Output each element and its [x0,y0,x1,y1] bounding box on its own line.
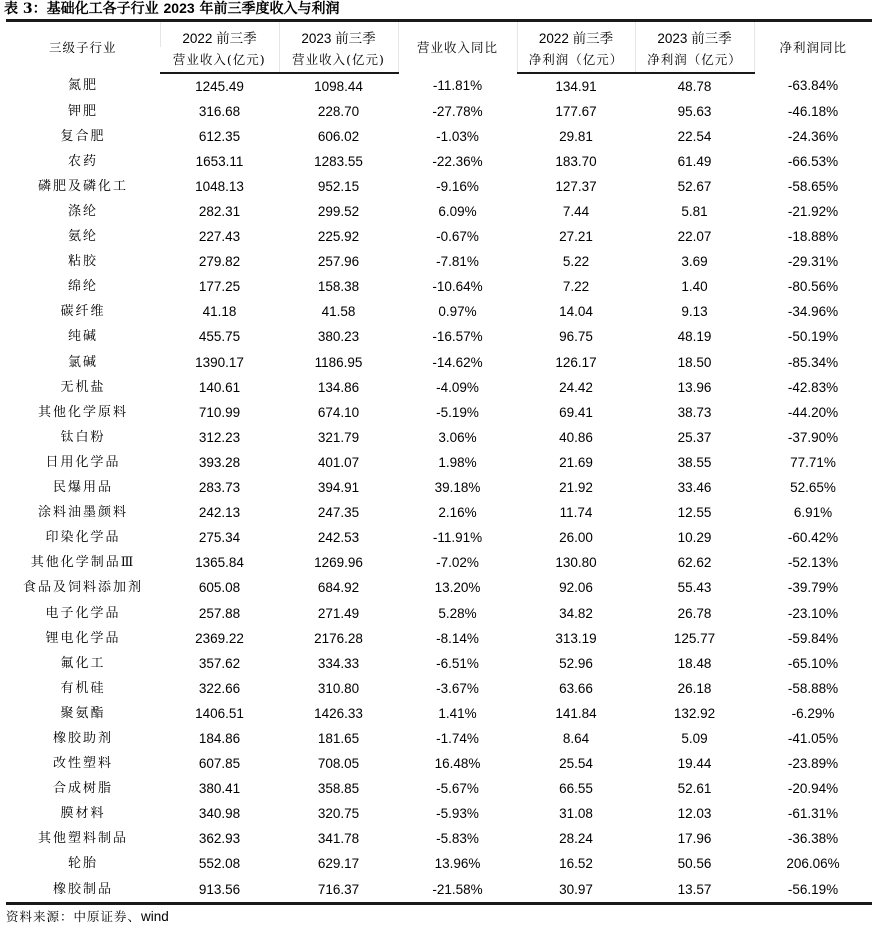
cell-net-profit-2022: 141.84 [555,705,597,721]
cell-net-profit-2022: 16.52 [559,856,593,872]
cell-net-profit-2022: 5.22 [562,254,590,270]
cell-net-profit-2022: 130.80 [555,555,597,571]
cell-revenue-2022: 552.08 [198,856,241,872]
cell-net-profit-yoy: -42.83% [787,379,839,395]
table-caption [4,0,340,20]
header-rev-2022-year [160,21,279,48]
cell-revenue-yoy: 13.20% [434,580,481,596]
cell-revenue-2022: 612.35 [198,128,241,144]
cell-net-profit-2023: 55.43 [677,580,712,596]
cell-industry: 氟化工 [60,655,106,671]
cell-revenue-2022: 455.75 [198,329,241,345]
cell-net-profit-yoy: -23.89% [787,756,839,772]
table-row [6,400,872,425]
cell-revenue-2023: 299.52 [317,204,360,220]
cell-net-profit-yoy: -52.13% [787,555,839,571]
cell-industry: 电子化学品 [45,605,121,621]
cell-industry: 食品及饲料添加剂 [22,580,143,596]
cell-net-profit-yoy: -63.84% [787,78,839,94]
cell-net-profit-2023: 62.62 [677,555,712,571]
cell-net-profit-2023: 25.37 [677,429,712,445]
cell-net-profit-2023: 61.49 [677,153,712,169]
cell-revenue-2022: 393.28 [198,454,241,470]
table-row [6,752,872,777]
cell-industry: 纯碱 [67,329,98,345]
cell-industry: 膜材料 [60,806,106,822]
table-header [6,21,872,74]
cell-revenue-2023: 181.65 [317,730,360,746]
cell-revenue-2023: 271.49 [317,605,360,621]
cell-net-profit-2022: 40.86 [559,429,593,445]
cell-net-profit-2022: 21.69 [559,454,593,470]
cell-net-profit-yoy: -80.56% [787,279,839,295]
cell-industry: 有机硅 [60,680,106,696]
cell-net-profit-yoy: -50.19% [787,329,839,345]
cell-revenue-yoy: -21.58% [398,877,517,904]
cell-industry: 其他塑料制品 [37,831,128,847]
cell-revenue-2022: 362.93 [198,831,241,847]
cell-revenue-2023: 334.33 [317,655,360,671]
table-row [6,701,872,726]
cell-net-profit-yoy: 206.06% [786,856,840,872]
header-np-yoy: 净利润同比 [754,21,872,74]
table-row [6,676,872,701]
cell-net-profit-2023: 95.63 [677,103,712,119]
cell-revenue-yoy: 16.48% [434,756,481,772]
cell-revenue-2023: 952.15 [317,178,360,194]
cell-net-profit-2023: 18.48 [677,655,712,671]
cell-revenue-2022: 41.18 [202,304,237,320]
cell-net-profit-yoy: -24.36% [787,128,839,144]
cell-revenue-yoy: 2.16% [438,505,477,521]
cell-net-profit-2023: 5.09 [681,730,708,746]
cell-net-profit-yoy: -6.29% [791,705,835,721]
cell-revenue-yoy: -27.78% [432,103,483,119]
table-row [6,601,872,626]
cell-revenue-yoy: 1.98% [438,454,477,470]
cell-revenue-2023: 716.37 [279,877,398,904]
cell-net-profit-yoy: -20.94% [787,781,839,797]
cell-revenue-yoy: -16.57% [432,329,483,345]
cell-net-profit-2022: 7.22 [562,279,590,295]
table-row [6,99,872,124]
cell-revenue-yoy: -11.91% [432,530,483,546]
header-np-2022-unit: 净利润（亿元） [517,47,635,73]
cell-net-profit-2022: 34.82 [559,605,593,621]
cell-revenue-2022: 140.61 [198,379,241,395]
cell-net-profit-yoy: -61.31% [787,806,839,822]
cell-revenue-2022: 1245.49 [195,78,244,94]
cell-net-profit-yoy: -58.65% [787,178,839,194]
cell-net-profit-yoy: 52.65% [790,480,836,496]
cell-net-profit-2022: 66.55 [559,781,593,797]
cell-revenue-yoy: 6.09% [438,204,477,220]
cell-industry: 氨纶 [67,229,98,245]
cell-net-profit-yoy: -18.88% [787,229,839,245]
cell-revenue-2023: 228.70 [317,103,360,119]
cell-revenue-2022: 242.13 [198,505,241,521]
cell-revenue-2022: 257.88 [198,605,241,621]
cell-revenue-yoy: -1.03% [436,128,479,144]
cell-industry: 合成树脂 [52,781,113,797]
cell-net-profit-2023: 38.73 [677,404,712,420]
caption-suffix: 年前三季度收入与利润 [194,1,340,17]
cell-revenue-2022: 283.73 [198,480,241,496]
table-row [6,827,872,852]
table-row [6,199,872,224]
cell-net-profit-2023: 50.56 [677,856,712,872]
cell-net-profit-2022: 30.97 [517,877,635,904]
cell-revenue-2023: 394.91 [317,480,360,496]
cell-net-profit-2022: 127.37 [555,178,597,194]
cell-net-profit-yoy: -37.90% [787,429,839,445]
cell-revenue-2023: 684.92 [317,580,360,596]
cell-revenue-2023: 629.17 [317,856,360,872]
cell-net-profit-2023: 38.55 [677,454,712,470]
cell-net-profit-2023: 19.44 [677,756,712,772]
cell-net-profit-2023: 132.92 [673,705,716,721]
cell-net-profit-2022: 8.64 [562,730,590,746]
cell-net-profit-2023: 10.29 [677,530,712,546]
cell-revenue-yoy: -10.64% [432,279,483,295]
cell-net-profit-yoy: -66.53% [787,153,839,169]
cell-revenue-2023: 674.10 [317,404,360,420]
cell-revenue-yoy: -1.74% [436,730,479,746]
cell-net-profit-2023: 13.96 [677,379,712,395]
cell-revenue-2022: 607.85 [198,756,241,772]
cell-revenue-2023: 358.85 [317,781,360,797]
source-name: wind [141,909,169,924]
cell-net-profit-yoy: 6.91% [793,505,833,521]
cell-net-profit-2022: 14.04 [559,304,593,320]
cell-industry: 日用化学品 [45,454,121,470]
cell-revenue-2022: 227.43 [198,229,241,245]
cell-revenue-2022: 913.56 [160,877,279,904]
cell-net-profit-yoy: -46.18% [787,103,839,119]
cell-net-profit-2022: 31.08 [559,806,593,822]
cell-net-profit-2023: 1.40 [681,279,708,295]
cell-net-profit-2022: 25.54 [559,756,593,772]
cell-revenue-2023: 1426.33 [314,705,363,721]
cell-revenue-yoy: -7.02% [436,555,479,571]
cell-revenue-yoy: 3.06% [438,429,477,445]
cell-revenue-2022: 312.23 [198,429,241,445]
header-np-2022-year [517,21,635,48]
cell-revenue-2023: 708.05 [317,756,360,772]
cell-revenue-yoy: -5.67% [436,781,479,797]
cell-revenue-yoy: -14.62% [432,354,483,370]
cell-revenue-2023: 247.35 [317,505,360,521]
cell-revenue-2023: 341.78 [317,831,360,847]
table-row [6,275,872,300]
table-row [6,651,872,676]
cell-revenue-yoy: -4.09% [436,379,479,395]
cell-net-profit-yoy: -41.05% [787,730,839,746]
cell-net-profit-yoy: 77.71% [790,454,836,470]
cell-net-profit-2022: 134.91 [555,78,597,94]
table-row [6,501,872,526]
cell-revenue-2023: 380.23 [317,329,360,345]
header-rev-yoy: 营业收入同比 [398,21,517,74]
header-rev-2023-year-text: 2023 前三季 [301,31,376,46]
table-row [6,450,872,475]
cell-revenue-2022: 1406.51 [195,705,244,721]
header-row-1 [6,21,872,48]
cell-net-profit-2022: 96.75 [559,329,593,345]
cell-net-profit-2023: 26.78 [677,605,712,621]
cell-net-profit-2023: 3.69 [681,254,708,270]
cell-net-profit-2022: 177.67 [555,103,597,119]
table-row [6,375,872,400]
cell-revenue-2023: 257.96 [317,254,360,270]
table-row [6,777,872,802]
cell-revenue-yoy: -22.36% [432,153,483,169]
table-row [6,576,872,601]
cell-net-profit-2022: 313.19 [555,630,597,646]
cell-industry: 粘胶 [67,254,98,270]
cell-net-profit-yoy: -23.10% [787,605,839,621]
table-row [6,225,872,250]
cell-revenue-2022: 605.08 [198,580,241,596]
table-row [6,852,872,877]
cell-revenue-yoy: -0.67% [436,229,479,245]
cell-net-profit-yoy: -34.96% [787,304,839,320]
cell-net-profit-yoy: -60.42% [787,530,839,546]
cell-industry: 锂电化学品 [45,630,121,646]
cell-industry: 其他化学原料 [37,404,128,420]
cell-net-profit-2022: 28.24 [559,831,593,847]
cell-revenue-2023: 225.92 [317,229,360,245]
cell-revenue-2023: 41.58 [321,304,356,320]
cell-net-profit-yoy: -59.84% [787,630,839,646]
cell-revenue-2023: 320.75 [317,806,360,822]
header-np-2023-year [635,21,754,48]
table-row [6,626,872,651]
cell-revenue-2022: 177.25 [198,279,241,295]
table-row [6,300,872,325]
cell-net-profit-2022: 26.00 [559,530,593,546]
table-row [6,350,872,375]
cell-net-profit-2022: 24.42 [559,379,593,395]
cell-revenue-2023: 321.79 [317,429,360,445]
header-rev-2022-unit: 营业收入(亿元) [160,47,279,73]
cell-net-profit-yoy: -56.19% [754,877,872,904]
cell-revenue-2022: 279.82 [198,254,241,270]
cell-revenue-2022: 340.98 [198,806,241,822]
cell-revenue-2022: 184.86 [198,730,241,746]
cell-revenue-2022: 1390.17 [195,354,244,370]
cell-net-profit-2023: 13.57 [635,877,754,904]
cell-revenue-2022: 2369.22 [195,630,244,646]
table-row [6,174,872,199]
cell-net-profit-2023: 18.50 [677,354,712,370]
cell-revenue-2023: 606.02 [317,128,360,144]
cell-net-profit-2022: 63.66 [559,680,593,696]
cell-net-profit-2022: 27.21 [559,229,593,245]
table-row [6,877,872,904]
cell-net-profit-2023: 52.61 [677,781,712,797]
caption-year: 2023 [163,0,195,16]
cell-revenue-2022: 316.68 [198,103,241,119]
cell-revenue-2022: 1653.11 [195,153,244,169]
cell-net-profit-2023: 12.55 [677,505,712,521]
cell-net-profit-yoy: -85.34% [787,354,839,370]
cell-net-profit-2023: 33.46 [677,480,712,496]
cell-revenue-2022: 1048.13 [195,178,244,194]
cell-net-profit-2023: 9.13 [681,304,708,320]
cell-net-profit-2022: 126.17 [555,354,597,370]
cell-revenue-2023: 2176.28 [314,630,363,646]
cell-industry: 氮肥 [67,78,98,94]
cell-revenue-yoy: -9.16% [436,178,479,194]
header-np-2023-unit: 净利润（亿元） [635,47,754,73]
industry-revenue-profit-table [6,19,872,905]
cell-revenue-2022: 710.99 [198,404,241,420]
cell-net-profit-2022: 92.06 [559,580,593,596]
cell-net-profit-2022: 69.41 [559,404,593,420]
cell-net-profit-yoy: -29.31% [787,254,839,270]
cell-revenue-yoy: -11.81% [432,78,483,94]
header-rev-2022-year-text: 2022 前三季 [182,31,257,46]
cell-industry: 氯碱 [67,354,98,370]
cell-net-profit-yoy: -36.38% [787,831,839,847]
cell-revenue-yoy: -5.19% [436,404,479,420]
table-row [6,802,872,827]
table-row [6,325,872,350]
cell-revenue-yoy: 39.18% [434,480,481,496]
cell-net-profit-2023: 26.18 [677,680,712,696]
cell-revenue-2023: 1283.55 [314,153,363,169]
cell-net-profit-2022: 183.70 [555,153,597,169]
cell-revenue-2022: 282.31 [198,204,241,220]
cell-revenue-2022: 322.66 [198,680,241,696]
cell-net-profit-2022: 29.81 [559,128,593,144]
cell-net-profit-2023: 22.54 [677,128,712,144]
cell-revenue-2023: 401.07 [317,454,360,470]
cell-net-profit-2023: 17.96 [677,831,712,847]
cell-revenue-2023: 1269.96 [314,555,363,571]
cell-net-profit-2023: 48.19 [677,329,712,345]
table-row [6,476,872,501]
cell-net-profit-2023: 12.03 [677,806,712,822]
header-rev-2023-unit: 营业收入(亿元) [279,47,398,73]
cell-revenue-yoy: -5.83% [436,831,479,847]
cell-net-profit-yoy: -39.79% [787,580,839,596]
cell-industry: 其他化学制品Ⅲ [30,555,136,571]
cell-revenue-yoy: -7.81% [436,254,479,270]
source-label: 资料来源：中原证券、 [6,909,142,924]
cell-net-profit-2022: 7.44 [562,204,590,220]
cell-revenue-yoy: 0.97% [438,304,477,320]
cell-industry: 农药 [67,153,98,169]
cell-net-profit-2023: 22.07 [677,229,712,245]
table-row [6,551,872,576]
cell-net-profit-2022: 21.92 [559,480,593,496]
cell-revenue-yoy: -3.67% [436,680,479,696]
header-industry: 三级子行业 [6,21,160,74]
cell-industry: 改性塑料 [52,756,113,772]
cell-revenue-yoy: 13.96% [434,856,481,872]
cell-revenue-yoy: -5.93% [436,806,479,822]
cell-revenue-2022: 275.34 [198,530,241,546]
cell-industry: 钛白粉 [60,429,106,445]
cell-industry: 绵纶 [67,279,98,295]
cell-industry: 聚氨酯 [60,705,106,721]
cell-industry: 橡胶制品 [6,877,160,904]
cell-revenue-yoy: 5.28% [438,605,477,621]
header-np-2023-year-text: 2023 前三季 [657,31,732,46]
table-row [6,526,872,551]
cell-net-profit-2022: 52.96 [559,655,593,671]
cell-industry: 钾肥 [67,103,98,119]
caption-prefix: 表 3：基础化工各子行业 [4,1,164,17]
table-body [6,73,872,904]
cell-net-profit-yoy: -65.10% [787,655,839,671]
cell-industry: 磷肥及磷化工 [37,178,128,194]
cell-industry: 复合肥 [60,128,106,144]
header-rev-2023-year [279,21,398,48]
cell-net-profit-2023: 48.78 [677,78,712,94]
cell-revenue-2023: 134.86 [317,379,360,395]
cell-revenue-yoy: 1.41% [438,705,477,721]
cell-net-profit-yoy: -58.88% [787,680,839,696]
cell-revenue-2022: 380.41 [198,781,241,797]
cell-industry: 涤纶 [67,204,98,220]
cell-industry: 轮胎 [67,856,98,872]
cell-net-profit-2023: 52.67 [677,178,712,194]
table-row [6,425,872,450]
table-row [6,149,872,174]
cell-net-profit-2023: 5.81 [681,204,708,220]
cell-industry: 碳纤维 [60,304,106,320]
cell-revenue-2023: 1186.95 [314,354,363,370]
cell-revenue-2022: 357.62 [198,655,241,671]
table-row [6,124,872,149]
cell-revenue-2022: 1365.84 [195,555,244,571]
cell-net-profit-2023: 125.77 [673,630,716,646]
cell-net-profit-2022: 11.74 [559,505,593,521]
source-note [6,909,169,925]
cell-revenue-2023: 310.80 [317,680,360,696]
table-row [6,726,872,751]
table-row [6,73,872,99]
cell-industry: 民爆用品 [52,480,113,496]
cell-industry: 印染化学品 [45,530,121,546]
cell-industry: 橡胶助剂 [52,730,113,746]
cell-industry: 涂料油墨颜料 [37,505,128,521]
cell-revenue-yoy: -8.14% [436,630,479,646]
cell-net-profit-yoy: -44.20% [787,404,839,420]
cell-net-profit-yoy: -21.92% [787,204,839,220]
cell-revenue-yoy: -6.51% [436,655,479,671]
header-np-2022-year-text: 2022 前三季 [538,31,614,46]
cell-revenue-2023: 1098.44 [314,78,363,94]
cell-revenue-2023: 158.38 [317,279,360,295]
table-row [6,250,872,275]
cell-revenue-2023: 242.53 [317,530,360,546]
cell-industry: 无机盐 [60,379,106,395]
